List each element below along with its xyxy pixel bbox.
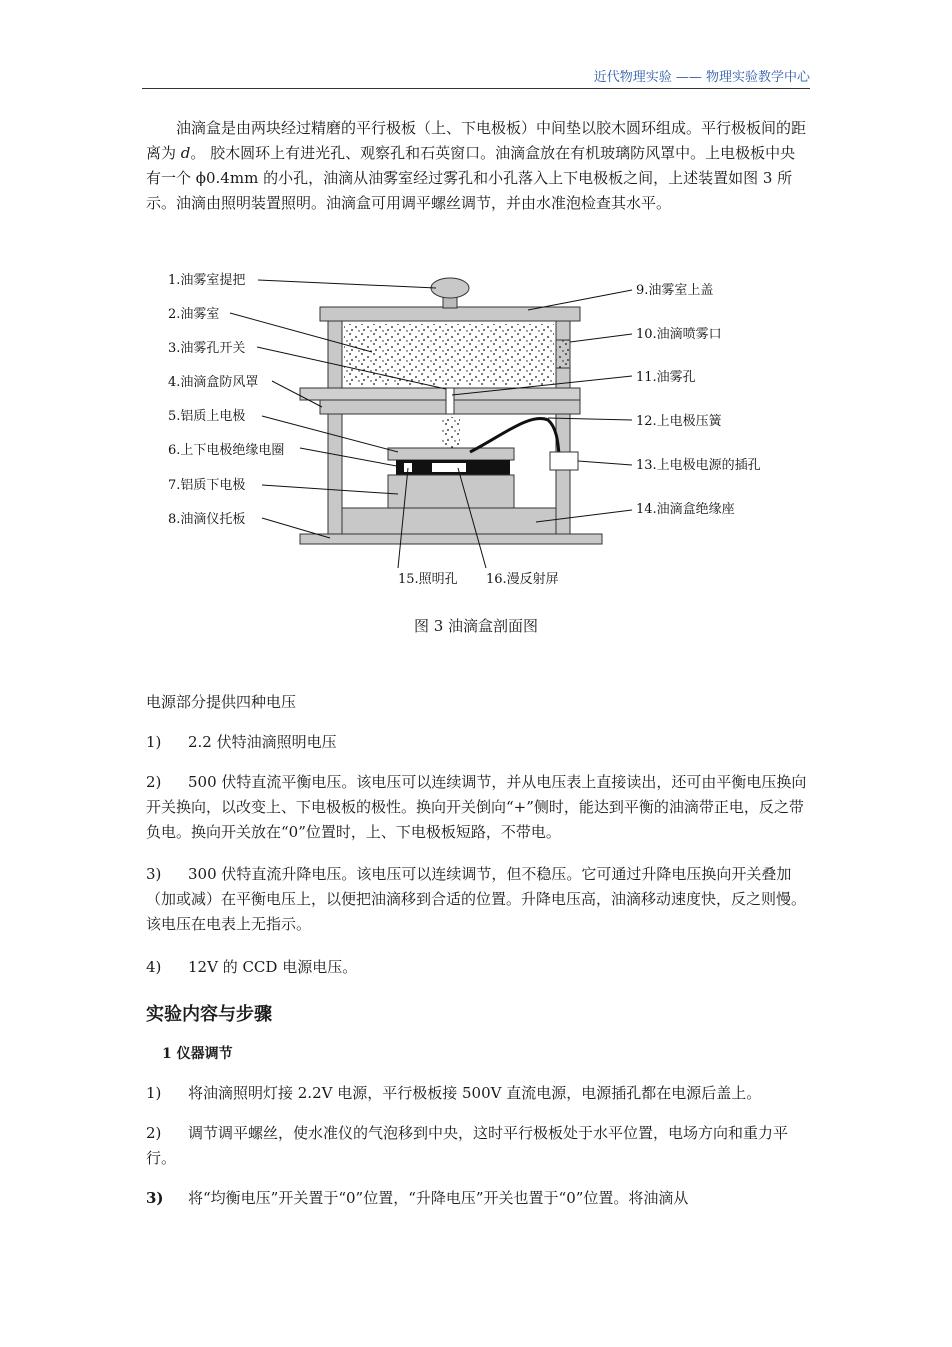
section-title: 实验内容与步骤: [146, 1004, 272, 1025]
upper-electrode: [388, 448, 514, 460]
label-8: 8.油滴仪托板: [168, 512, 246, 527]
power-item-2: 2) 500 伏特直流平衡电压。该电压可以连续调节，并从电压表上直接读出，还可由平衡电压换向开关换向，以改变上、下电极板的极性。换向开关倒向“+”侧时，能达到平衡的油滴带正电，反之带负电。换向开关放在“0”位置时，上、下电极板短路，不带电。: [146, 773, 807, 841]
intro-paragraph: 油滴盒是由两块经过精磨的平行极板（上、下电极板）中间垫以胶木圆环组成。平行极板间的距离为 d。 胶木圆环上有进光孔、观察孔和石英窗口。油滴盒放在有机玻璃防风罩中。上电极板中央有一个 ϕ0.4mm 的小孔，油滴从油雾室经过雾孔和小孔落入上下电极板之间，上述装置如图 3 所示。油滴由照明装置照明。油滴盒可用调平螺丝调节，并由水准泡检查其水平。: [146, 119, 807, 212]
step-2: 2) 调节调平螺丝，使水准仪的气泡移到中央，这时平行极板处于水平位置，电场方向和重力平行。: [146, 1124, 789, 1167]
instrument-base-plate: [300, 534, 602, 544]
insulating-base: [342, 508, 556, 534]
reflective-screen: [432, 463, 466, 472]
power-item-3: 3) 300 伏特直流升降电压。该电压可以连续调节，但不稳压。它可通过升降电压换向开关叠加（加或减）在平衡电压上，以便把油滴移到合适的位置。升降电压高，油滴移动速度快，反之则慢。该电压在电表上无指示。: [146, 865, 807, 933]
label-6: 6.上下电极绝缘电圈: [168, 443, 285, 458]
page-header: 近代物理实验 —— 物理实验教学中心: [142, 66, 810, 89]
post-right: [556, 414, 570, 534]
label-7: 7.铝质下电极: [168, 478, 246, 493]
windshield-plate: [300, 388, 580, 400]
chamber-wall-left: [328, 321, 342, 388]
step-1: 1) 将油滴照明灯接 2.2V 电源，平行极板接 500V 直流电源，电源插孔都在电源后盖上。: [146, 1084, 762, 1102]
label-15: 15.照明孔: [398, 572, 458, 587]
label-9: 9.油雾室上盖: [636, 283, 714, 298]
power-intro: 电源部分提供四种电压: [146, 693, 297, 711]
power-item-1: 1) 2.2 伏特油滴照明电压: [146, 733, 337, 751]
power-socket: [550, 452, 578, 470]
oil-drop-box-diagram: [0, 262, 952, 602]
label-13: 13.上电极电源的插孔: [636, 458, 761, 473]
label-4: 4.油滴盒防风罩: [168, 375, 259, 390]
post-left: [328, 414, 342, 534]
mist-hole: [446, 388, 454, 414]
section-subtitle: 1 仪器调节: [162, 1046, 233, 1062]
label-16: 16.漫反射屏: [486, 572, 559, 587]
mist-chamber-lid: [320, 307, 580, 321]
label-12: 12.上电极压簧: [636, 414, 722, 429]
oil-mist: [344, 324, 554, 386]
label-11: 11.油雾孔: [636, 370, 696, 385]
label-10: 10.油滴喷雾口: [636, 327, 722, 342]
spray-nozzle: [556, 340, 570, 368]
power-item-4: 4) 12V 的 CCD 电源电压。: [146, 958, 358, 976]
label-5: 5.铝质上电极: [168, 409, 246, 424]
step-3: 3) 将“均衡电压”开关置于“0”位置，“升降电压”开关也置于“0”位置。将油滴从: [146, 1189, 689, 1207]
label-3: 3.油雾孔开关: [168, 341, 246, 356]
handle-knob: [431, 278, 469, 298]
label-14: 14.油滴盒绝缘座: [636, 502, 735, 517]
variable-d: d: [180, 144, 191, 162]
label-2: 2.油雾室: [168, 307, 220, 322]
label-1: 1.油雾室提把: [168, 273, 246, 288]
figure-caption: 图 3 油滴盒剖面图: [413, 617, 539, 635]
